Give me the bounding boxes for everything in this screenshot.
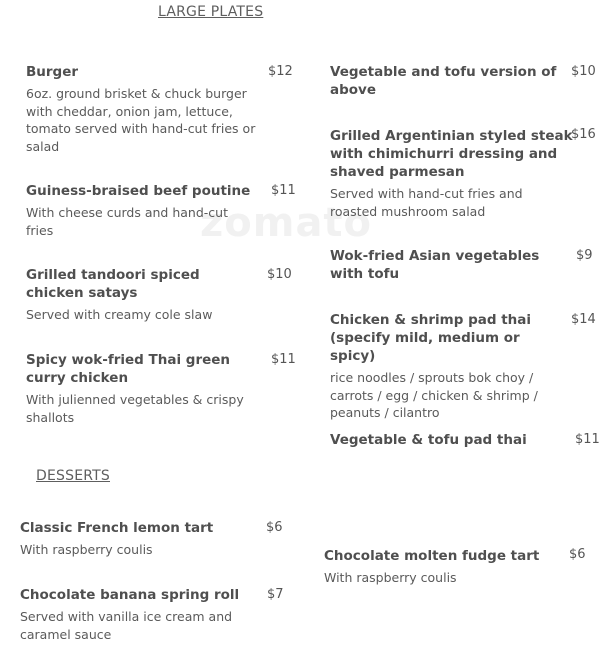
menu-item <box>26 351 258 426</box>
menu-item <box>20 586 242 643</box>
menu-item-price: $9 <box>576 248 593 263</box>
menu-item-description: 6oz. ground brisket & chuck burger with cheddar, onion jam, lettuce, tomato served with hand-cut fries or salad <box>26 86 256 154</box>
watermark-text: zomato <box>200 200 373 246</box>
menu-item-name: Guiness-braised beef poutine <box>26 183 251 199</box>
menu-item-description: rice noodles / sprouts bok choy / carrots / egg / chicken & shrimp / peanuts / cilantro <box>330 370 538 420</box>
menu-item-description: Served with hand-cut fries and roasted mushroom salad <box>330 186 523 219</box>
menu-item-price: $6 <box>266 520 283 535</box>
menu-item <box>26 63 258 155</box>
menu-item-price: $16 <box>571 127 596 142</box>
menu-item-description: Served with vanilla ice cream and caramel sauce <box>20 609 233 642</box>
menu-item <box>330 127 592 220</box>
menu-item-price: $7 <box>267 587 284 602</box>
menu-item-name: Chocolate molten fudge tart <box>324 548 540 564</box>
menu-item-name: Chocolate banana spring roll <box>20 587 240 603</box>
menu-item-description: With raspberry coulis <box>20 542 153 557</box>
menu-item <box>330 431 562 449</box>
menu-item-description: With julienned vegetables & crispy shallots <box>26 392 244 425</box>
menu-item <box>26 266 258 324</box>
menu-item-price: $14 <box>571 312 596 327</box>
menu-item-name: Burger <box>26 64 79 80</box>
menu-item <box>330 311 562 422</box>
menu-item-price: $10 <box>571 64 596 79</box>
menu-item-price: $11 <box>575 432 600 447</box>
menu-item-name: Wok-fried Asian vegetables with tofu <box>330 248 540 282</box>
menu-item-name: Grilled Argentinian styled steak with chimichurri dressing and shaved parmesan <box>330 128 573 180</box>
large-plates-heading: LARGE PLATES <box>158 4 264 20</box>
menu-item <box>20 519 252 559</box>
menu-item-name: Grilled tandoori spiced chicken satays <box>26 267 200 301</box>
menu-item-name: Spicy wok-fried Thai green curry chicken <box>26 352 231 386</box>
menu-item <box>330 63 560 99</box>
menu-item-description: With cheese curds and hand-cut fries <box>26 205 228 238</box>
menu-item <box>26 182 258 239</box>
menu-item-description: With raspberry coulis <box>324 570 457 585</box>
menu-item <box>324 547 556 587</box>
desserts-heading: DESSERTS <box>36 468 110 484</box>
menu-item-name: Vegetable & tofu pad thai <box>330 432 527 448</box>
menu-item-price: $11 <box>271 352 296 367</box>
menu-item-price: $12 <box>268 64 293 79</box>
menu-item-name: Classic French lemon tart <box>20 520 214 536</box>
menu-item-price: $6 <box>569 547 586 562</box>
menu-item-name: Vegetable and tofu version of above <box>330 64 557 98</box>
menu-item-name: Chicken & shrimp pad thai (specify mild, medium or spicy) <box>330 312 532 364</box>
menu-item-description: Served with creamy cole slaw <box>26 307 213 322</box>
menu-item-price: $11 <box>271 183 296 198</box>
menu-item-price: $10 <box>267 267 292 282</box>
menu-item <box>330 247 562 283</box>
